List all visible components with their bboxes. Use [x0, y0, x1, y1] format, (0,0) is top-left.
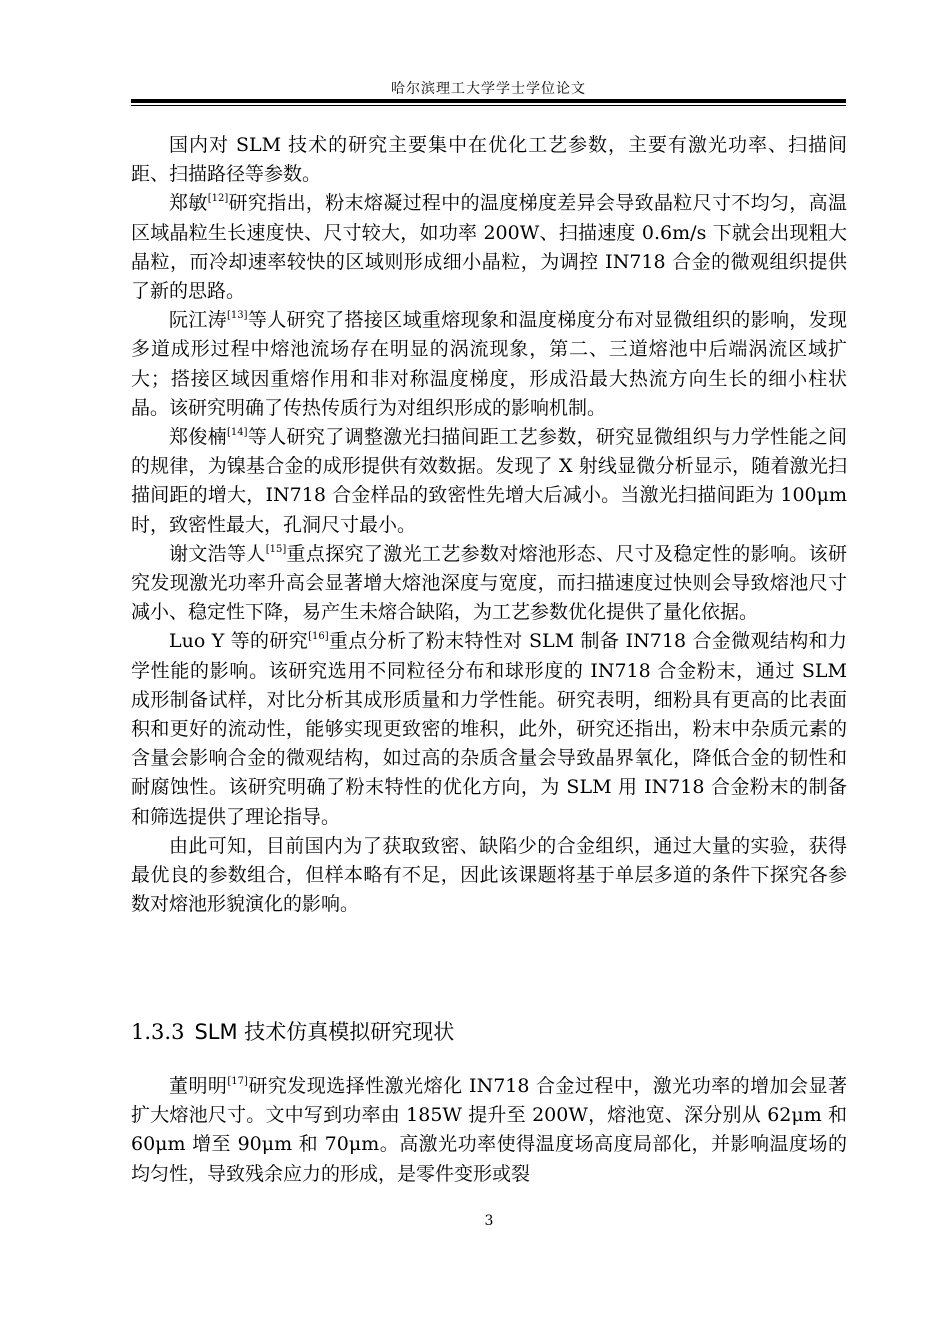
paragraph-text: 阮江涛 [169, 309, 228, 332]
paragraph-text: 谢文浩等人 [169, 542, 266, 565]
citation: [15] [265, 543, 287, 555]
paragraph [131, 131, 847, 189]
paragraph [131, 540, 847, 628]
paragraph [131, 306, 847, 423]
paragraph-text: 研究发现选择性激光熔化 IN718 合金过程中，激光功率的增加会显著扩大熔池尺寸。文中写到功率由 185W 提升至 200W，熔池宽、深分别从 62μm 和 60μm 增至 90μm 和 70μm。高激光功率使得温度场高度局部化，并影响温度场的均匀性，导致残余应力的形成，是零件变形或裂 [131, 1075, 847, 1185]
section-heading [131, 1014, 847, 1050]
section-title: SLM 技术仿真模拟研究现状 [194, 1020, 455, 1044]
page-header: 哈尔滨理工大学学士学位论文 [391, 81, 586, 97]
paragraph [131, 189, 847, 306]
citation: [16] [308, 631, 329, 643]
header-rule-thick [131, 99, 846, 103]
paragraph-text: 郑俊楠 [169, 426, 228, 449]
header-rule-thin [131, 105, 846, 106]
section-number: 1.3.3 [131, 1020, 185, 1044]
citation: [12] [207, 193, 229, 205]
paragraph-text: 研究指出，粉末熔凝过程中的温度梯度差异会导致晶粒尺寸不均匀，高温区域晶粒生长速度快、尺寸较大，如功率 200W、扫描速度 0.6m/s 下就会出现粗大晶粒，而冷却速率较快的区域则形成细小晶粒，为调控 IN718 合金的微观组织提供了新的思路。 [131, 192, 847, 303]
paragraph [131, 1072, 847, 1189]
paragraph-text: 等人研究了搭接区域重熔现象和温度梯度分布对显微组织的影响，发现多道成形过程中熔池流场存在明显的涡流现象，第二、三道熔池中后端涡流区域扩大；搭接区域因重熔作用和非对称温度梯度，形成沿最大热流方向生长的细小柱状晶。该研究明确了传热传质行为对组织形成的影响机制。 [131, 309, 847, 419]
citation: [17] [227, 1076, 248, 1087]
paragraph-text: 董明明 [169, 1075, 228, 1097]
paragraph-text: 郑敏 [169, 192, 208, 215]
paragraph-text: 重点分析了粉末特性对 SLM 制备 IN718 合金微观结构和力学性能的影响。该研究选用不同粒径分布和球形度的 IN718 合金粉末，通过 SLM 成形制备试样，对比分析其成形质量和力学性能。研究表明，细粉具有更高的比表面积和更好的流动性，能够实现更致密的堆积，此外，研究还指出，粉末中杂质元素的含量会影响合金的微观结构，如过高的杂质含量会导致晶界氧化，降低合金的韧性和耐腐蚀性。该研究明确了粉末特性的优化方向，为 SLM 用 IN718 合金粉末的制备和筛选提供了理论指导。 [131, 630, 847, 828]
paragraph-text: Luo Y 等的研究 [169, 630, 309, 653]
page-number: 3 [484, 1213, 494, 1229]
citation: [14] [227, 427, 248, 439]
paragraph-text: 由此可知，目前国内为了获取致密、缺陷少的合金组织，通过大量的实验，获得最优良的参数组合，但样本略有不足，因此该课题将基于单层多道的条件下探究各参数对熔池形貌演化的影响。 [131, 834, 847, 916]
body-text [131, 131, 847, 919]
paragraph-text: 等人研究了调整激光扫描间距工艺参数，研究显微组织与力学性能之间的规律，为镍基合金的成形提供有效数据。发现了 X 射线显微分析显示，随着激光扫描间距的增大，IN718 合金样品的致密性先增大后减小。当激光扫描间距为 100μm 时，致密性最大，孔洞尺寸最小。 [131, 426, 847, 536]
paragraph [131, 832, 847, 920]
paragraph-text: 重点探究了激光工艺参数对熔池形态、尺寸及稳定性的影响。该研究发现激光功率升高会显著增大熔池深度与宽度，而扫描速度过快则会导致熔池尺寸减小、稳定性下降，易产生未熔合缺陷，为工艺参数优化提供了量化依据。 [131, 542, 847, 624]
paragraph [131, 627, 847, 831]
body-text-section [131, 1072, 847, 1189]
paragraph [131, 423, 847, 540]
citation: [13] [227, 310, 248, 322]
paragraph-text: 国内对 SLM 技术的研究主要集中在优化工艺参数，主要有激光功率、扫描间距、扫描路径等参数。 [131, 134, 847, 186]
